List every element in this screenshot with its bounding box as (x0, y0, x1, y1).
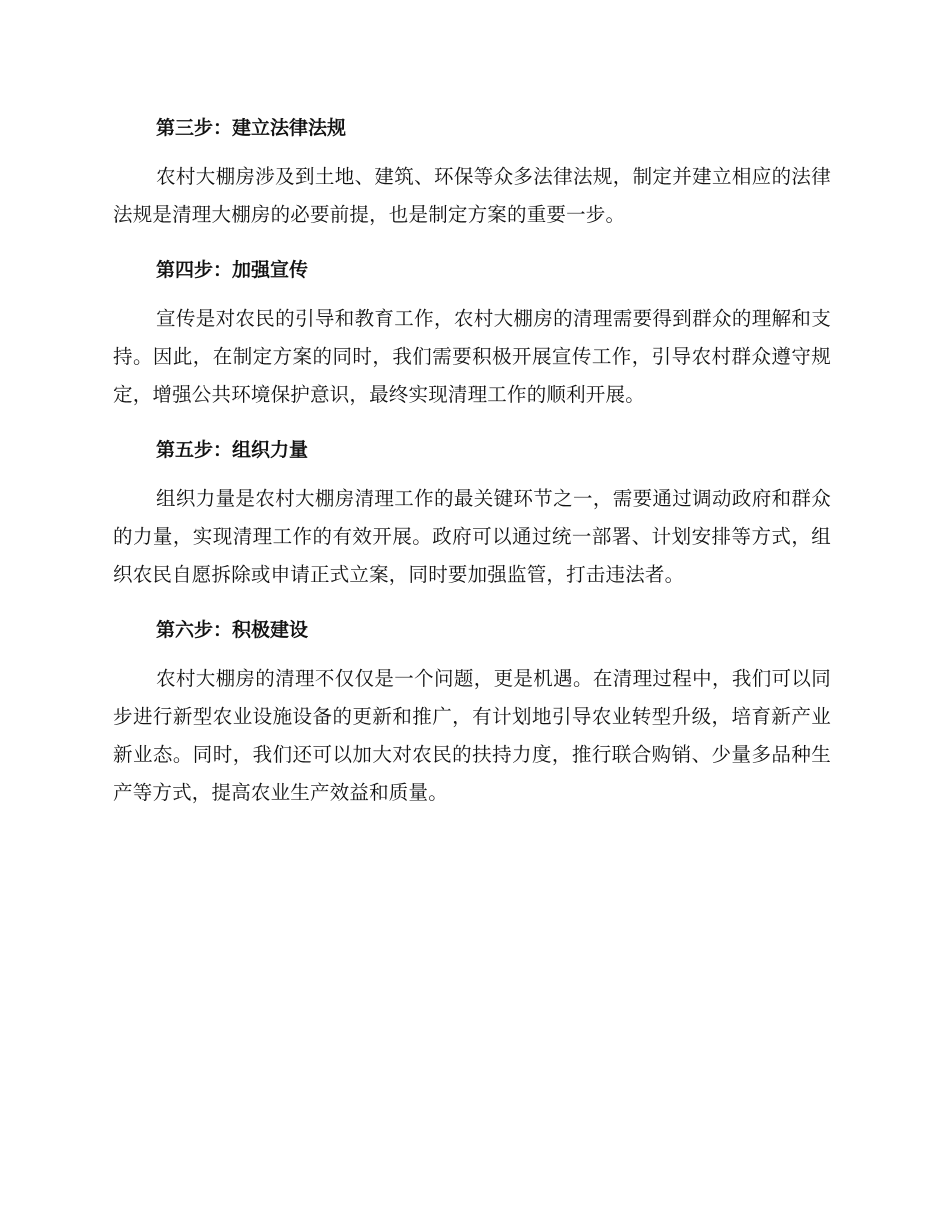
section-heading: 第五步：组织力量 (156, 439, 309, 461)
section-step-5 (113, 430, 831, 594)
section-paragraph: 农村大棚房涉及到土地、建筑、环保等众多法律法规，制定并建立相应的法律法规是清理大棚房的必要前提，也是制定方案的重要一步。 (113, 165, 831, 226)
section-heading: 第六步：积极建设 (156, 619, 309, 641)
section-step-4 (113, 250, 831, 414)
section-paragraph: 组织力量是农村大棚房清理工作的最关键环节之一，需要通过调动政府和群众的力量，实现清理工作的有效开展。政府可以通过统一部署、计划安排等方式，组织农民自愿拆除或申请正式立案，同时要加强监管，打击违法者。 (113, 487, 831, 586)
section-step-3 (113, 108, 831, 234)
section-paragraph: 农村大棚房的清理不仅仅是一个问题，更是机遇。在清理过程中，我们可以同步进行新型农业设施设备的更新和推广，有计划地引导农业转型升级，培育新产业新业态。同时，我们还可以加大对农民的扶持力度，推行联合购销、少量多品种生产等方式，提高农业生产效益和质量。 (113, 667, 831, 804)
document-page (113, 108, 831, 828)
section-paragraph: 宣传是对农民的引导和教育工作，农村大棚房的清理需要得到群众的理解和支持。因此，在制定方案的同时，我们需要积极开展宣传工作，引导农村群众遵守规定，增强公共环境保护意识，最终实现清理工作的顺利开展。 (113, 307, 831, 406)
section-heading: 第四步：加强宣传 (156, 259, 309, 281)
section-step-6 (113, 610, 831, 812)
section-heading: 第三步：建立法律法规 (156, 117, 347, 139)
